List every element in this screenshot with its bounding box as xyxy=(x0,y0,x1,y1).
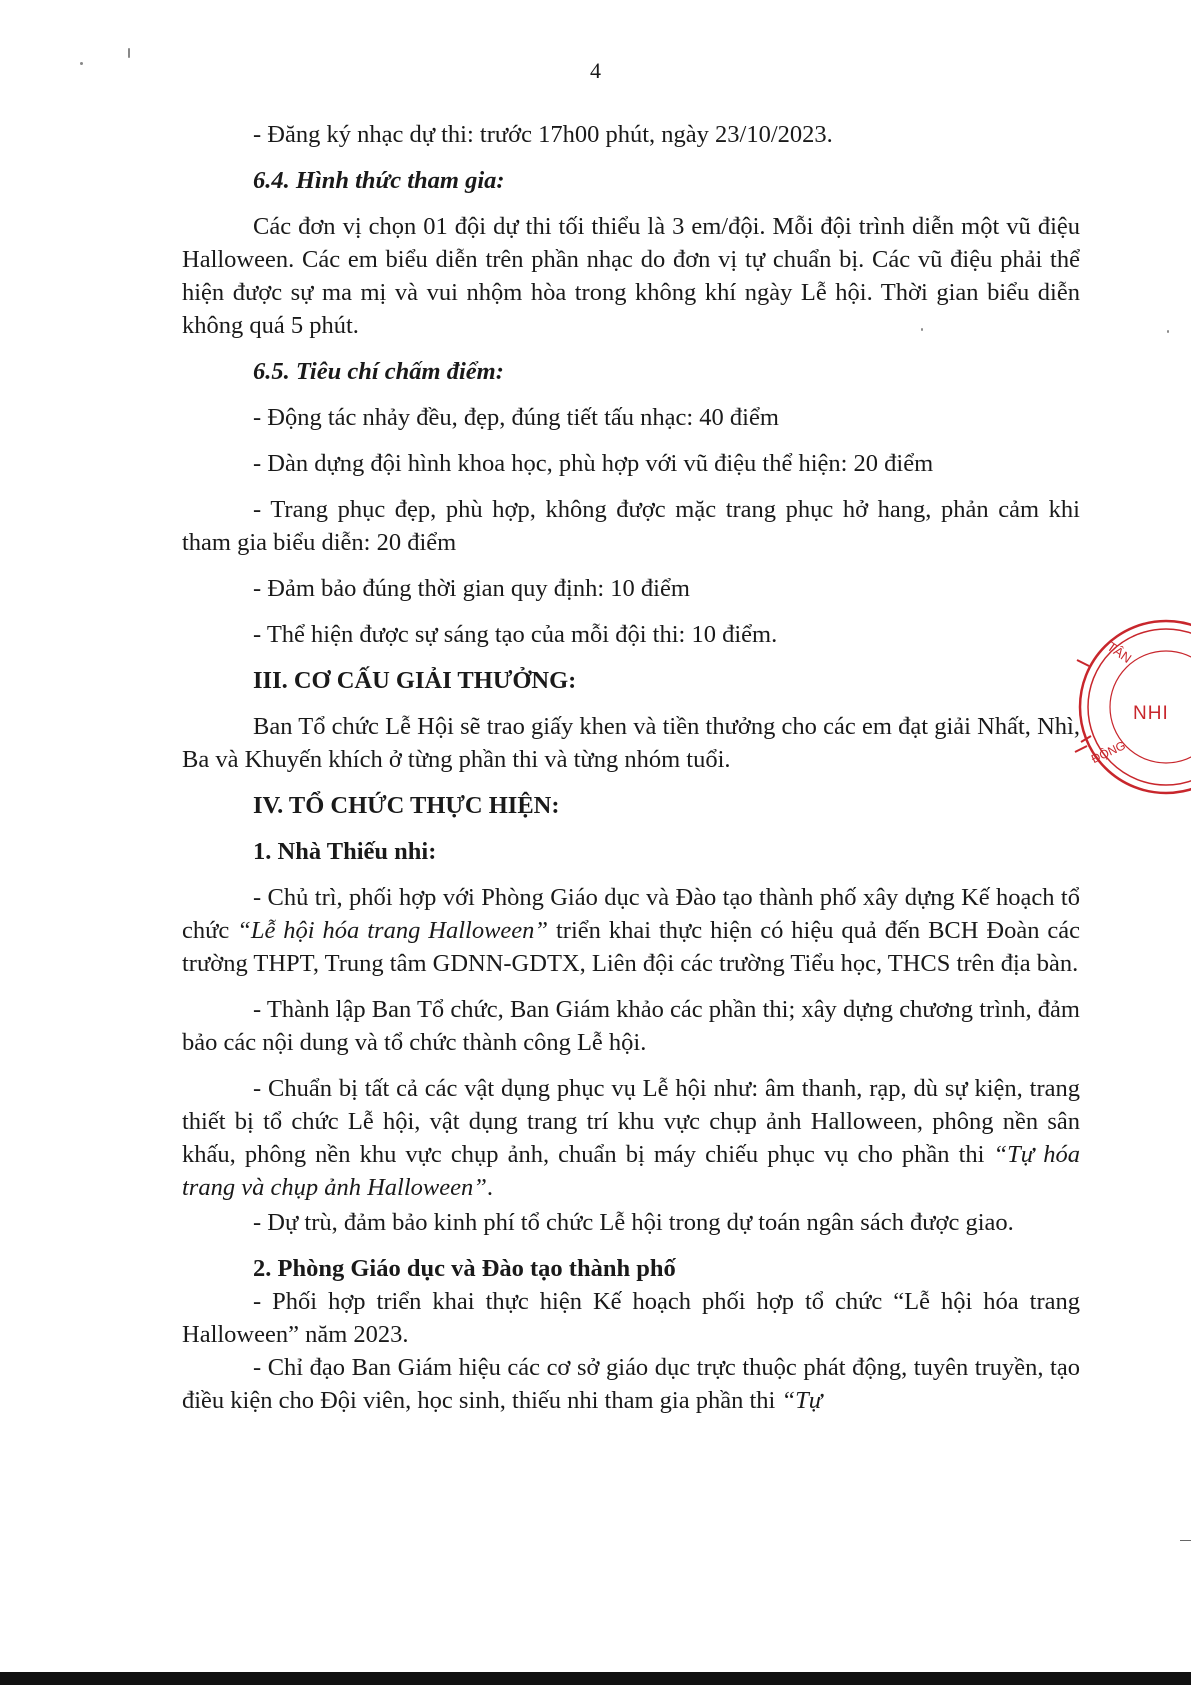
paragraph-registration-deadline: - Đăng ký nhạc dự thi: trước 17h00 phút, ngày 23/10/2023. xyxy=(253,121,833,148)
criteria-item: - Đảm bảo đúng thời gian quy định: 10 điểm xyxy=(253,575,690,602)
paragraph-task: - Thành lập Ban Tổ chức, Ban Giám khảo các phần thi; xây dựng chương trình, đảm bảo các nội dung và tổ chức thành công Lễ hội. xyxy=(182,996,1080,1056)
criteria-item: - Dàn dựng đội hình khoa học, phù hợp với vũ điệu thể hiện: 20 điểm xyxy=(253,450,934,477)
heading-section-iii: III. CƠ CẤU GIẢI THƯỞNG: xyxy=(253,667,577,694)
scan-edge-line xyxy=(1180,1540,1191,1541)
heading-section-iv: IV. TỔ CHỨC THỰC HIỆN: xyxy=(253,792,560,819)
heading-1-children-house: 1. Nhà Thiếu nhi: xyxy=(253,838,437,865)
paragraph-task: - Dự trù, đảm bảo kinh phí tổ chức Lễ hội trong dự toán ngân sách được giao. xyxy=(253,1209,1014,1236)
scan-speck xyxy=(1167,330,1169,333)
criteria-item: - Trang phục đẹp, phù hợp, không được mặc trang phục hở hang, phản cảm khi tham gia biểu diễn: 20 điểm xyxy=(182,496,1080,556)
paragraph-task: - Chuẩn bị tất cả các vật dụng phục vụ Lễ hội như: âm thanh, rạp, dù sự kiện, trang thiết bị tổ chức Lễ hội, vật dụng trang trí khu vực chụp ảnh Halloween, phông nền sân khấu, phông nền khu vực chụp ảnh, chuẩn bị máy chiếu phục vụ cho phần thi “Tự hóa trang và chụp ảnh Halloween”. xyxy=(182,1075,1080,1201)
paragraph-participation-form: Các đơn vị chọn 01 đội dự thi tối thiểu là 3 em/đội. Mỗi đội trình diễn một vũ điệu Halloween. Các em biểu diễn trên phần nhạc do đơn vị tự chuẩn bị. Các vũ điệu phải thể hiện được sự ma mị và vui nhộm hòa trong không khí ngày Lễ hội. Thời gian biểu diễn không quá 5 phút. xyxy=(182,213,1080,339)
heading-6-5: 6.5. Tiêu chí chấm điểm: xyxy=(253,358,504,385)
paragraph-awards: Ban Tổ chức Lễ Hội sẽ trao giấy khen và tiền thưởng cho các em đạt giải Nhất, Nhì, Ba và Khuyến khích ở từng phần thi và từng nhóm tuổi. xyxy=(182,713,1080,773)
scan-speck xyxy=(128,48,130,58)
scan-speck xyxy=(921,328,923,331)
heading-2-education-office: 2. Phòng Giáo dục và Đào tạo thành phố xyxy=(253,1255,676,1282)
heading-6-4: 6.4. Hình thức tham gia: xyxy=(253,167,505,194)
svg-text:ĐỘNG: ĐỘNG xyxy=(1089,738,1128,767)
paragraph-task: - Chủ trì, phối hợp với Phòng Giáo dục và Đào tạo thành phố xây dựng Kế hoạch tổ chức “Lễ hội hóa trang Halloween” triển khai thực hiện có hiệu quả đến BCH Đoàn các trường THPT, Trung tâm GDNN-GDTX, Liên đội các trường Tiểu học, THCS trên địa bàn. xyxy=(182,884,1081,977)
stamp-text: NHI xyxy=(1133,703,1169,724)
page-number: 4 xyxy=(590,58,601,83)
paragraph-task: - Chỉ đạo Ban Giám hiệu các cơ sở giáo dục trực thuộc phát động, tuyên truyền, tạo điều kiện cho Đội viên, học sinh, thiếu nhi tham gia phần thi “Tự xyxy=(182,1354,1080,1414)
scan-speck xyxy=(80,62,83,65)
criteria-item: - Thể hiện được sự sáng tạo của mỗi đội thi: 10 điểm. xyxy=(253,621,778,648)
paragraph-task: - Phối hợp triển khai thực hiện Kế hoạch phối hợp tổ chức “Lễ hội hóa trang Halloween” năm 2023. xyxy=(182,1288,1080,1348)
scan-bottom-border xyxy=(0,1672,1191,1685)
svg-text:TÂN: TÂN xyxy=(1104,638,1135,666)
criteria-item: - Động tác nhảy đều, đẹp, đúng tiết tấu nhạc: 40 điểm xyxy=(253,404,779,431)
red-stamp-seal xyxy=(1071,612,1191,802)
document-body xyxy=(182,118,1080,1417)
